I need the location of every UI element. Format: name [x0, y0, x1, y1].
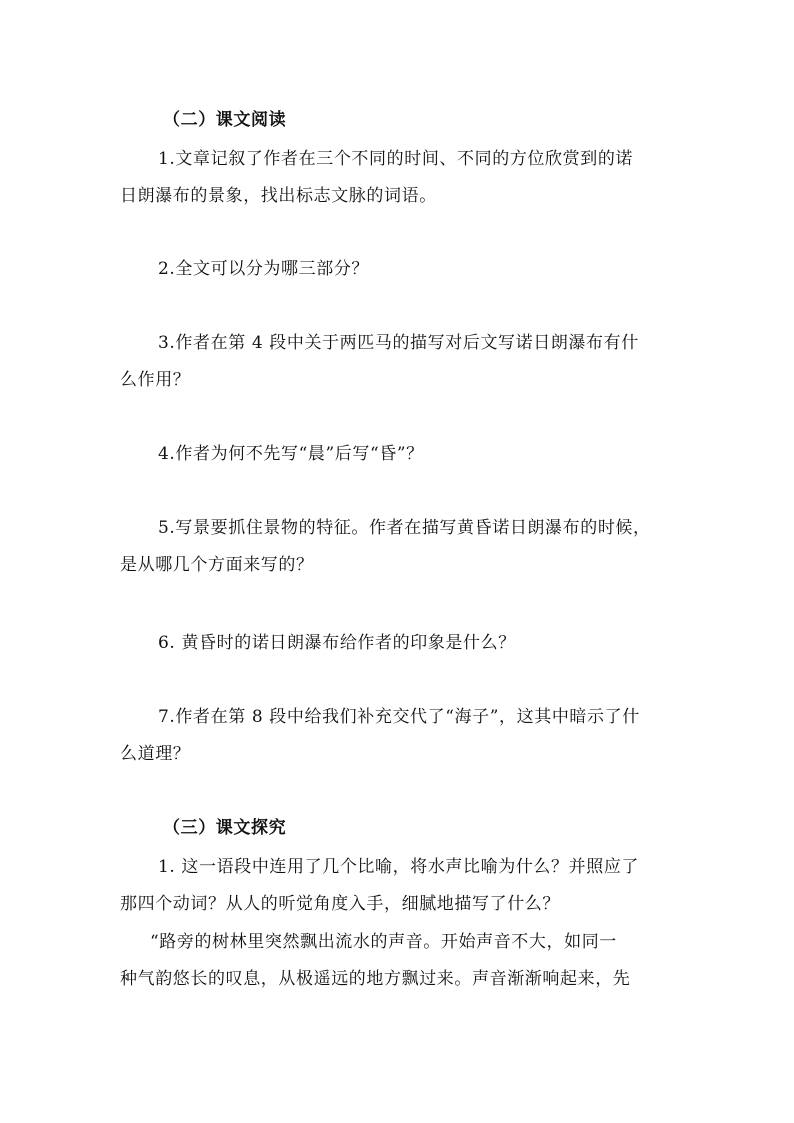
passage-line-1: “路旁的树林里突然飘出流水的声音。开始声音不大，如同一: [150, 932, 617, 952]
question-3-line-2: 么作用？: [120, 370, 191, 390]
question-3-line-1: 3.作者在第 4 段中关于两匹马的描写对后文写诺日朗瀑布有什: [158, 333, 639, 353]
exploration-question-1-line-2: 那四个动词？从人的听觉角度入手，细腻地描写了什么？: [120, 894, 560, 914]
section-2-heading: （二）课文阅读: [163, 110, 287, 130]
question-2: 2.全文可以分为哪三部分？: [158, 259, 370, 279]
question-5-line-1: 5.写景要抓住景物的特征。作者在描写黄昏诺日朗瀑布的时候，: [158, 518, 651, 538]
question-1-line-2: 日朗瀑布的景象，找出标志文脉的词语。: [120, 186, 437, 206]
passage-line-2: 种气韵悠长的叹息，从极遥远的地方飘过来。声音渐渐响起来，先: [120, 969, 631, 989]
question-1-line-1: 1.文章记叙了作者在三个不同的时间、不同的方位欣赏到的诺: [158, 149, 634, 169]
question-4: 4.作者为何不先写“晨”后写“昏”？: [158, 444, 424, 464]
question-6: 6. 黄昏时的诺日朗瀑布给作者的印象是什么？: [158, 633, 516, 653]
question-5-line-2: 是从哪几个方面来写的？: [120, 555, 314, 575]
exploration-question-1-line-1: 1. 这一语段中连用了几个比喻，将水声比喻为什么？并照应了: [158, 857, 640, 877]
question-7-line-1: 7.作者在第 8 段中给我们补充交代了“海子”，这其中暗示了什: [158, 707, 640, 727]
section-3-heading: （三）课文探究: [163, 818, 287, 838]
question-7-line-2: 么道理？: [120, 744, 191, 764]
